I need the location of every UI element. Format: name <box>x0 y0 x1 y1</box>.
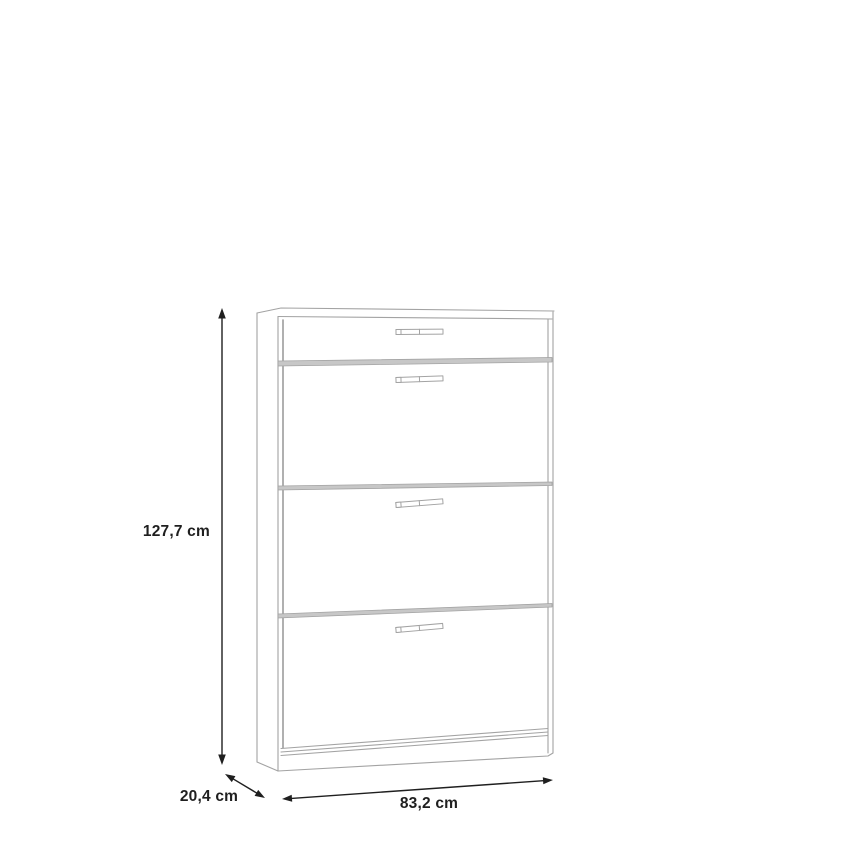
handle-cap <box>396 502 401 507</box>
flap-handle-icon-2 <box>396 499 443 508</box>
height-dimension-label: 127,7 cm <box>142 523 210 540</box>
height-dimension <box>143 308 226 765</box>
depth-dimension-label: 20,4 cm <box>179 788 239 805</box>
handle-cap <box>396 627 401 632</box>
drawer-handle-icon <box>396 329 443 334</box>
arrow-right-icon <box>543 777 553 784</box>
plinth-line-2 <box>281 732 548 752</box>
cabinet-top-front-edge <box>278 317 552 320</box>
arrow-down-right-icon <box>255 790 265 798</box>
arrow-up-icon <box>218 308 226 319</box>
cabinet-front-bottom-edge <box>278 753 553 771</box>
handle-cap <box>396 329 401 334</box>
cabinet-side-bottom-edge <box>257 762 278 771</box>
flap-separator-band-1 <box>278 482 552 490</box>
handle-cap <box>396 377 401 382</box>
flap-handle-icon-1 <box>396 376 443 383</box>
cabinet-outline <box>257 308 554 771</box>
arrow-up-left-icon <box>225 774 235 782</box>
width-dimension <box>282 777 553 812</box>
front-separators <box>278 358 552 619</box>
depth-dimension <box>180 774 265 805</box>
arrow-left-icon <box>282 795 292 802</box>
cabinet-top-edge <box>257 308 554 313</box>
flap-handle-icon-3 <box>396 623 443 632</box>
arrow-down-icon <box>218 755 226 766</box>
width-dimension-label: 83,2 cm <box>399 795 459 812</box>
drawer-separator-band <box>278 358 552 367</box>
flap-separator-band-2 <box>278 604 552 619</box>
